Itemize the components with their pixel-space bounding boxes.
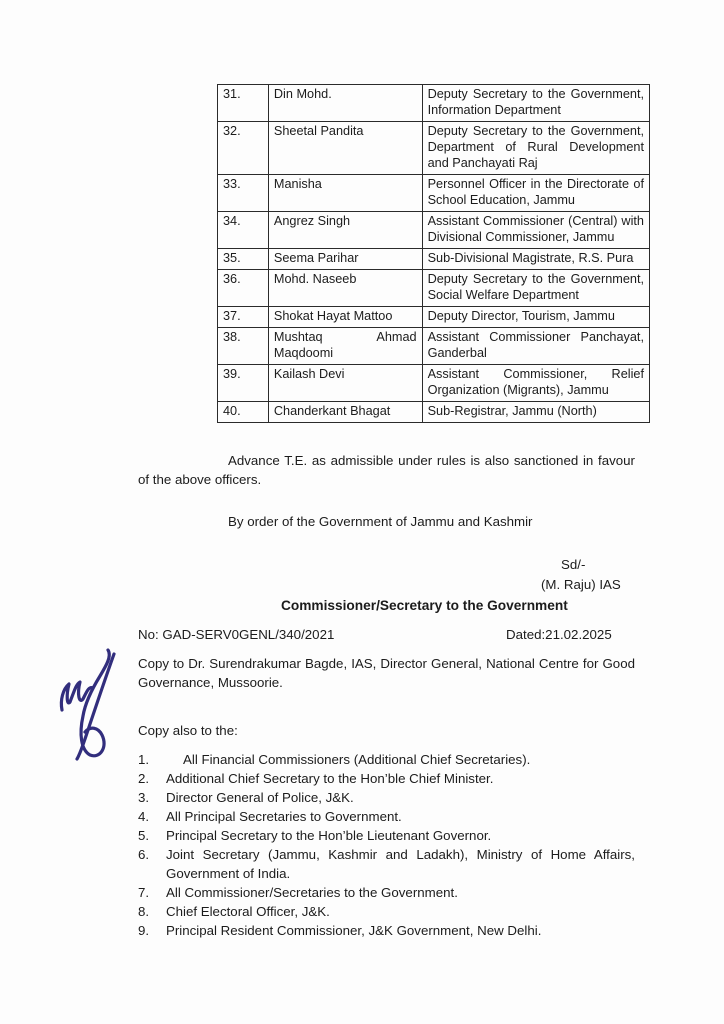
list-item-text: Additional Chief Secretary to the Hon’ble Chief Minister. xyxy=(166,771,494,786)
list-item xyxy=(138,769,635,788)
handwritten-signature xyxy=(50,644,132,766)
list-item-text: Director General of Police, J&K. xyxy=(166,790,354,805)
serial-number-cell: 37. xyxy=(218,307,269,328)
list-item xyxy=(138,921,635,940)
list-item-text: Joint Secretary (Jammu, Kashmir and Ladakh), Ministry of Home Affairs, Government of India. xyxy=(166,847,635,881)
signatory-name: (M. Raju) IAS xyxy=(541,577,621,592)
list-item-number: 1. xyxy=(138,752,150,767)
officer-name-cell: Sheetal Pandita xyxy=(268,122,422,175)
list-item-text: Principal Secretary to the Hon’ble Lieutenant Governor. xyxy=(166,828,492,843)
officers-table xyxy=(217,84,650,423)
officers-table-body xyxy=(218,85,650,423)
designation-cell: Sub-Divisional Magistrate, R.S. Pura xyxy=(422,249,649,270)
signatory-designation: Commissioner/Secretary to the Government xyxy=(281,598,568,613)
signature-cross-stroke xyxy=(77,654,114,759)
list-item-number: 3. xyxy=(138,790,150,805)
list-item-text: Chief Electoral Officer, J&K. xyxy=(166,904,330,919)
officer-name-cell: Mohd. Naseeb xyxy=(268,270,422,307)
list-item-number: 5. xyxy=(138,828,150,843)
designation-cell: Deputy Director, Tourism, Jammu xyxy=(422,307,649,328)
reference-number: No: GAD-SERV0GENL/340/2021 xyxy=(138,627,335,642)
table-row xyxy=(218,328,650,365)
designation-cell: Deputy Secretary to the Government, Social Welfare Department xyxy=(422,270,649,307)
list-item xyxy=(138,788,635,807)
table-row xyxy=(218,249,650,270)
table-row xyxy=(218,85,650,122)
officer-name-cell: Angrez Singh xyxy=(268,212,422,249)
designation-cell: Deputy Secretary to the Government, Information Department xyxy=(422,85,649,122)
designation-cell: Assistant Commissioner (Central) with Divisional Commissioner, Jammu xyxy=(422,212,649,249)
serial-number-cell: 40. xyxy=(218,402,269,423)
officer-name-cell: Mushtaq Ahmad Maqdoomi xyxy=(268,328,422,365)
reference-date: Dated:21.02.2025 xyxy=(506,627,612,642)
list-item xyxy=(138,807,635,826)
designation-cell: Sub-Registrar, Jammu (North) xyxy=(422,402,649,423)
table-row xyxy=(218,175,650,212)
list-item xyxy=(138,845,635,883)
copy-also-list xyxy=(138,750,635,940)
table-row xyxy=(218,402,650,423)
table-row xyxy=(218,270,650,307)
list-item-text: All Principal Secretaries to Government. xyxy=(166,809,402,824)
officer-name-cell: Chanderkant Bhagat xyxy=(268,402,422,423)
table-row xyxy=(218,307,650,328)
designation-cell: Deputy Secretary to the Government, Department of Rural Development and Panchayati Raj xyxy=(422,122,649,175)
list-item-number: 8. xyxy=(138,904,150,919)
list-item-text: All Financial Commissioners (Additional Chief Secretaries). xyxy=(183,752,531,767)
table-row xyxy=(218,365,650,402)
list-item-number: 6. xyxy=(138,847,150,862)
copy-also-label: Copy also to the: xyxy=(138,723,238,738)
serial-number-cell: 34. xyxy=(218,212,269,249)
designation-cell: Personnel Officer in the Directorate of School Education, Jammu xyxy=(422,175,649,212)
officer-name-cell: Seema Parihar xyxy=(268,249,422,270)
list-item xyxy=(138,902,635,921)
by-order-line: By order of the Government of Jammu and Kashmir xyxy=(228,514,533,529)
serial-number-cell: 35. xyxy=(218,249,269,270)
list-item-text: Principal Resident Commissioner, J&K Government, New Delhi. xyxy=(166,923,542,938)
officer-name-cell: Kailash Devi xyxy=(268,365,422,402)
serial-number-cell: 36. xyxy=(218,270,269,307)
serial-number-cell: 39. xyxy=(218,365,269,402)
list-item-text: All Commissioner/Secretaries to the Government. xyxy=(166,885,458,900)
advance-te-paragraph: Advance T.E. as admissible under rules is also sanctioned in favour of the above officers. xyxy=(138,453,635,487)
table-row xyxy=(218,212,650,249)
designation-cell: Assistant Commissioner Panchayat, Ganderbal xyxy=(422,328,649,365)
list-item xyxy=(138,750,635,769)
list-item-number: 7. xyxy=(138,885,150,900)
officer-name-cell: Din Mohd. xyxy=(268,85,422,122)
copy-to-paragraph: Copy to Dr. Surendrakumar Bagde, IAS, Director General, National Centre for Good Governance, Mussoorie. xyxy=(138,656,635,690)
sd-line: Sd/- xyxy=(561,557,586,572)
list-item xyxy=(138,883,635,902)
list-item-number: 4. xyxy=(138,809,150,824)
table-row xyxy=(218,122,650,175)
serial-number-cell: 31. xyxy=(218,85,269,122)
list-item xyxy=(138,826,635,845)
serial-number-cell: 33. xyxy=(218,175,269,212)
designation-cell: Assistant Commissioner, Relief Organization (Migrants), Jammu xyxy=(422,365,649,402)
serial-number-cell: 38. xyxy=(218,328,269,365)
list-item-number: 9. xyxy=(138,923,150,938)
officer-name-cell: Shokat Hayat Mattoo xyxy=(268,307,422,328)
list-item-number: 2. xyxy=(138,771,150,786)
serial-number-cell: 32. xyxy=(218,122,269,175)
officer-name-cell: Manisha xyxy=(268,175,422,212)
